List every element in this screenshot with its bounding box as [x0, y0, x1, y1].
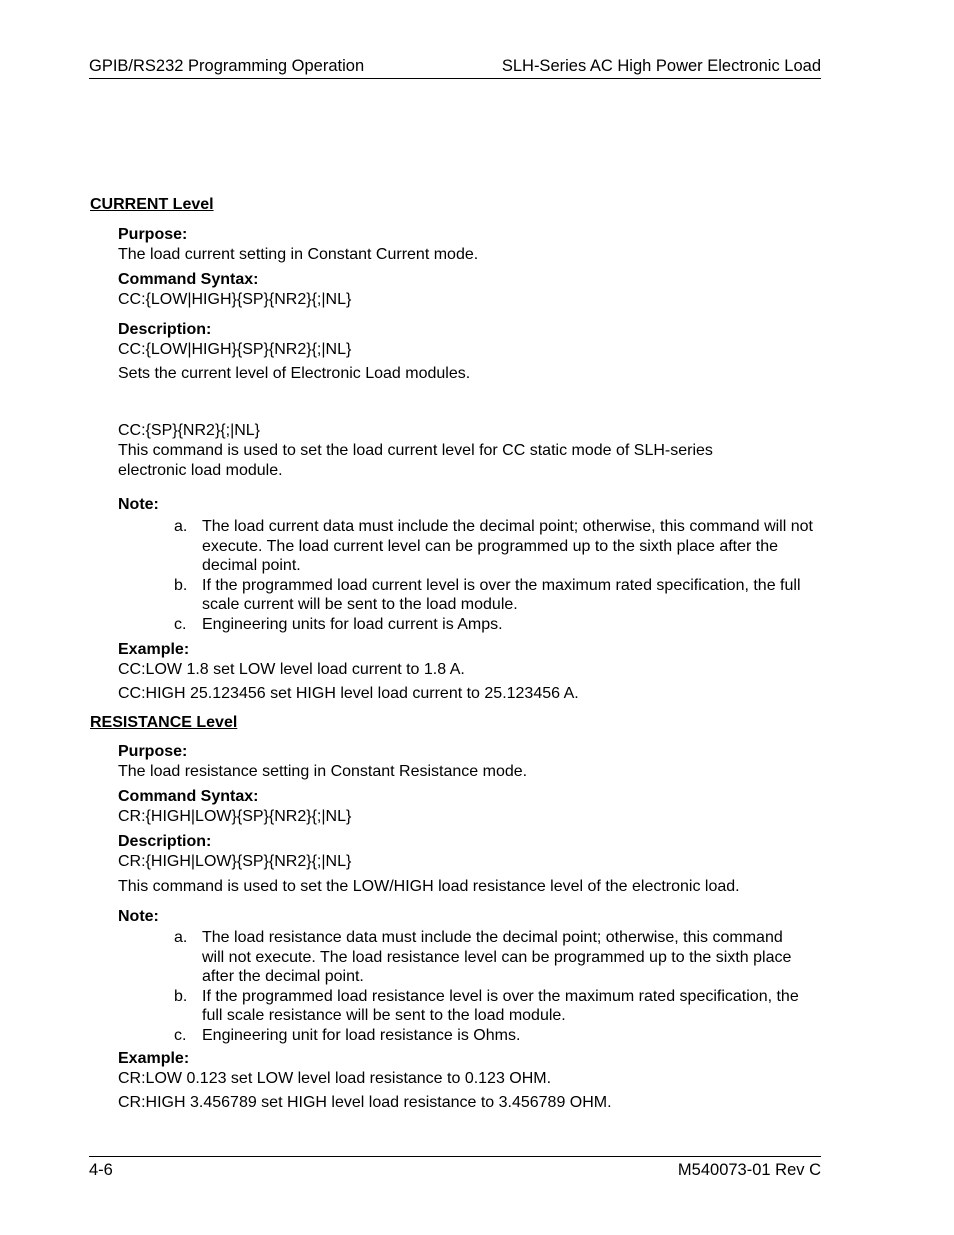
resistance-section-body [118, 742, 822, 1113]
note-text: The load resistance data must include the decimal point; otherwise, this command will not execute. The load resistance level can be programmed up to the sixth place after the decimal point. [202, 929, 792, 985]
note-marker: b. [174, 987, 188, 1005]
current-purpose-text: The load current setting in Constant Current mode. [118, 246, 479, 263]
current-note-label: Note: [118, 496, 159, 513]
note-text: If the programmed load resistance level is over the maximum rated specification, the full scale resistance will be sent to the load module. [202, 987, 799, 1024]
note-text: The load current data must include the decimal point; otherwise, this command will not execute. The load current level can be programmed up to the sixth place after the decimal point. [202, 518, 813, 574]
resistance-example-1: CR:LOW 0.123 set LOW level load resistance to 0.123 OHM. [118, 1070, 552, 1087]
list-item [174, 987, 822, 1026]
resistance-purpose-text: The load resistance setting in Constant Resistance mode. [118, 763, 528, 780]
header-left-title: GPIB/RS232 Programming Operation [89, 57, 365, 75]
current-description-line-4: This command is used to set the load current level for CC static mode of SLH-series electronic load module. [118, 442, 713, 479]
header-right-title: SLH-Series AC High Power Electronic Load [501, 57, 821, 75]
list-item [174, 928, 822, 987]
note-marker: a. [174, 929, 188, 946]
page-footer [89, 1156, 821, 1180]
list-item [174, 517, 822, 576]
current-description-line-3: CC:{SP}{NR2}{;|NL} [118, 422, 261, 439]
list-item [174, 576, 822, 615]
note-text: Engineering units for load current is Amps. [202, 615, 503, 633]
note-marker: c. [174, 615, 187, 633]
current-example-1: CC:LOW 1.8 set LOW level load current to 1.8 A. [118, 661, 465, 678]
document-revision: M540073-01 Rev C [677, 1161, 821, 1179]
section-title-current: CURRENT Level [90, 196, 214, 213]
resistance-note-label: Note: [118, 908, 159, 925]
current-syntax-text: CC:{LOW|HIGH}{SP}{NR2}{;|NL} [118, 291, 352, 308]
section-title-resistance: RESISTANCE Level [90, 714, 238, 731]
current-purpose-label: Purpose: [118, 226, 188, 243]
note-marker: c. [174, 1026, 187, 1044]
resistance-note-list [174, 928, 822, 1045]
current-description-line-1: CC:{LOW|HIGH}{SP}{NR2}{;|NL} [118, 341, 352, 358]
note-text: Engineering unit for load resistance is Ohms. [202, 1026, 521, 1044]
page-header [89, 56, 821, 79]
page-number: 4-6 [89, 1161, 113, 1179]
page-content [90, 195, 822, 1113]
resistance-purpose-label: Purpose: [118, 743, 188, 760]
list-item [174, 615, 822, 635]
resistance-description-line-2: This command is used to set the LOW/HIGH load resistance level of the electronic load. [118, 878, 740, 895]
resistance-example-label: Example: [118, 1050, 190, 1067]
resistance-description-label: Description: [118, 833, 212, 850]
resistance-syntax-label: Command Syntax: [118, 788, 259, 805]
note-marker: b. [174, 576, 188, 594]
current-section-body [118, 225, 822, 704]
current-example-label: Example: [118, 641, 190, 658]
current-description-label: Description: [118, 321, 212, 338]
resistance-example-2: CR:HIGH 3.456789 set HIGH level load resistance to 3.456789 OHM. [118, 1094, 612, 1111]
current-description-line-2: Sets the current level of Electronic Load modules. [118, 365, 471, 382]
current-syntax-label: Command Syntax: [118, 271, 259, 288]
note-text: If the programmed load current level is over the maximum rated specification, the full scale current will be sent to the load module. [202, 576, 801, 613]
resistance-description-line-1: CR:{HIGH|LOW}{SP}{NR2}{;|NL} [118, 853, 352, 870]
list-item [174, 1026, 822, 1046]
current-example-2: CC:HIGH 25.123456 set HIGH level load current to 25.123456 A. [118, 685, 579, 702]
resistance-syntax-text: CR:{HIGH|LOW}{SP}{NR2}{;|NL} [118, 808, 352, 825]
note-marker: a. [174, 518, 188, 535]
current-note-list [174, 517, 822, 634]
